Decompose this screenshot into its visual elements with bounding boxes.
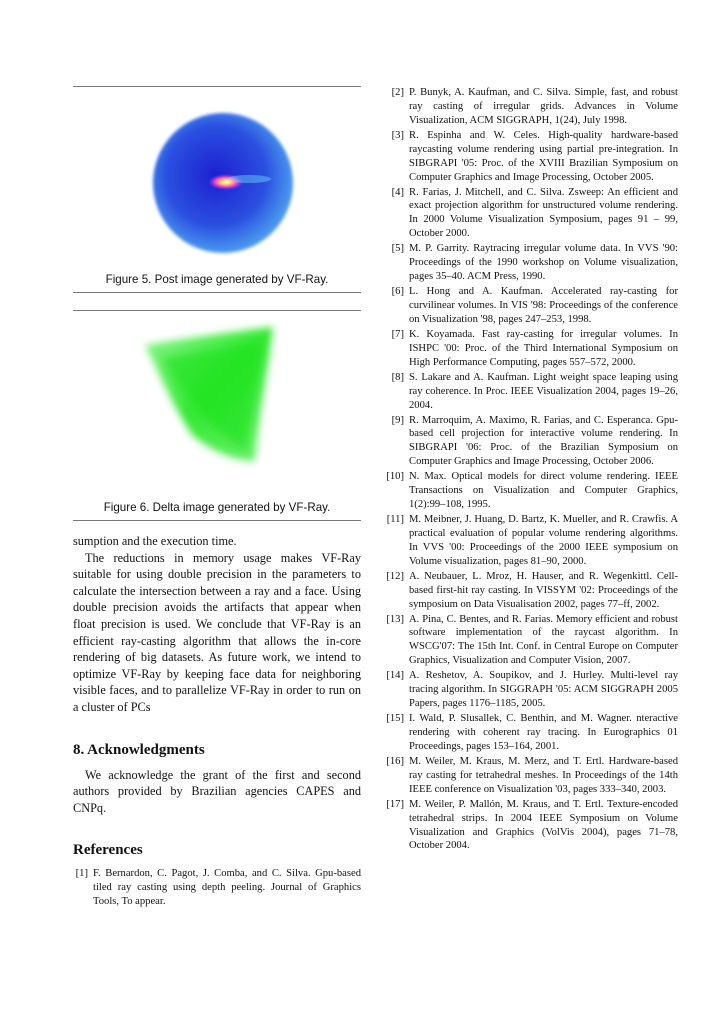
reference-number: [5]	[391, 243, 404, 255]
reference-item	[383, 371, 678, 413]
reference-number: [13]	[386, 613, 404, 625]
reference-text: M. P. Garrity. Raytracing irregular volume data. In VVS '90: Proceedings of the 1990 workshop on Volume visualization, pages 35–40. ACM Press, 1990.	[409, 243, 678, 283]
reference-item	[383, 470, 678, 512]
reference-text: I. Wald, P. Slusallek, C. Benthin, and M. Wagner. nteractive rendering with coherent ray tracing. In Eurographics 01 Proceedings, pages 153–164, 2001.	[409, 713, 678, 752]
reference-text: R. Marroquim, A. Maximo, R. Farias, and C. Esperanca. Gpu-based cell projection for interactive volume rendering. In SIBGRAPI '06: Proc. of the Brazilian Symposium on Computer Graphics and Image Processing, October 2006.	[409, 414, 678, 468]
reference-text: S. Lakare and A. Kaufman. Light weight space leaping using ray coherence. In Proc. IEEE Visualization 2004, pages 19–26, 2004.	[409, 371, 678, 411]
reference-text: R. Farias, J. Mitchell, and C. Silva. Zsweep: An efficient and exact projection algorithm for unstructured volume rendering. In 2000 Volume Visualization Symposium, pages 91 – 99, October 2000.	[409, 186, 678, 240]
reference-text: N. Max. Optical models for direct volume rendering. IEEE Transactions on Visualization and Computer Graphics, 1(2):99–108, 1995.	[409, 471, 678, 511]
figure5-image	[73, 87, 361, 267]
reference-item	[383, 570, 678, 612]
references-list-left	[73, 867, 361, 909]
reference-item	[383, 414, 678, 470]
reference-text: M. Weiler, P. Mallón, M. Kraus, and T. Ertl. Texture-encoded tetrahedral strips. In 2004 IEEE Symposium on Volume Visualization and Graphics (VolVis 2004), pages 71–78, October 2004.	[409, 798, 678, 852]
reference-number: [15]	[386, 713, 404, 725]
body-paragraph-conclusion: The reductions in memory usage makes VF-Ray suitable for using double precision in the parameters to calculate the intersection between a ray and a face. Using double precision avoids the artifacts that appear when float precision is used. We conclude that VF-Ray is an efficient ray-casting algorithm that allows the in-core rendering of big datasets. As future work, we intend to optimize VF-Ray by keeping face data for neighboring visible faces, and to parallelize VF-Ray in order to run on a cluster of PCs	[73, 550, 361, 714]
reference-text: F. Bernardon, C. Pagot, J. Comba, and C. Silva. Gpu-based tiled ray casting using depth peeling. Journal of Graphics Tools, To appear.	[93, 868, 361, 908]
reference-text: A. Reshetov, A. Soupikov, and J. Hurley. Multi-level ray tracing algorithm. In SIGGRAPH '05: ACM SIGGRAPH 2005 Papers, pages 1176–1185, 2005.	[409, 670, 678, 710]
reference-number: [10]	[386, 471, 404, 483]
body-paragraph-continuation: sumption and the execution time.	[73, 534, 237, 548]
reference-item	[383, 285, 678, 327]
reference-item	[383, 798, 678, 854]
left-column	[73, 86, 361, 910]
reference-text: M. Meibner, J. Huang, D. Bartz, K. Mueller, and R. Crawfis. A practical evaluation of popular volume rendering algorithms. In VVS '00: Proceedings of the 2000 IEEE symposium on Volume visualization, pages 81–90, 2000.	[409, 514, 678, 567]
reference-number: [2]	[391, 87, 404, 98]
reference-number: [3]	[391, 129, 404, 141]
reference-item	[383, 86, 678, 128]
reference-text: R. Espinha and W. Celes. High-quality hardware-based raycasting volume rendering using partial pre-integration. In SIBGRAPI '05: Proc. of the XVIII Brazilian Symposium on Computer Graphics and Image Processing, October 2005.	[409, 129, 678, 183]
acknowledgments-text: We acknowledge the grant of the first and second authors provided by Brazilian agencies CAPES and CNPq.	[73, 767, 361, 815]
reference-text: K. Koyamada. Fast ray-casting for irregular volumes. In ISHPC '00: Proc. of the Third International Symposium on High Performance Computing, pages 557–572, 2000.	[409, 328, 678, 368]
reference-text: M. Weiler, M. Kraus, M. Merz, and T. Ertl. Hardware-based ray casting for tetrahedral meshes. In Proceedings of the 14th IEEE conference on Visualization '03, pages 333–340, 2003.	[409, 755, 678, 795]
reference-item	[383, 755, 678, 797]
reference-text: A. Neubauer, L. Mroz, H. Hauser, and R. Wegenkittl. Cell-based first-hit ray casting. In VISSYM '02: Proceedings of the symposium on Data Visualisation 2002, pages 77–ff, 2002.	[409, 570, 678, 610]
reference-item	[383, 513, 678, 569]
reference-number: [12]	[386, 570, 404, 582]
reference-number: [1]	[75, 868, 88, 880]
reference-number: [9]	[391, 414, 404, 426]
reference-item	[73, 867, 361, 909]
right-column	[383, 86, 678, 854]
reference-item	[383, 242, 678, 284]
reference-number: [17]	[386, 798, 404, 810]
reference-item	[383, 712, 678, 754]
reference-item	[383, 669, 678, 711]
reference-number: [4]	[391, 186, 404, 198]
reference-number: [11]	[386, 514, 404, 526]
reference-number: [6]	[391, 286, 404, 298]
reference-item	[383, 186, 678, 242]
reference-text: P. Bunyk, A. Kaufman, and C. Silva. Simple, fast, and robust ray casting of irregular grids. Advances in Volume Visualization, ACM SIGGRAPH, 1(24), July 1998.	[409, 87, 678, 126]
reference-text: L. Hong and A. Kaufman. Accelerated ray-casting for curvilinear volumes. In VIS '98: Proceedings of the conference on Visualization '98, pages 247–253, 1998.	[409, 286, 678, 325]
figure6-caption: Figure 6. Delta image generated by VF-Ray.	[103, 501, 331, 514]
references-heading: References	[73, 842, 143, 859]
figure5-caption: Figure 5. Post image generated by VF-Ray.	[105, 273, 329, 286]
figure6-image	[73, 311, 361, 495]
reference-item	[383, 328, 678, 370]
reference-item	[383, 613, 678, 669]
reference-item	[383, 129, 678, 185]
reference-number: [7]	[391, 328, 404, 340]
reference-number: [8]	[391, 371, 404, 383]
reference-text: A. Pina, C. Bentes, and R. Farias. Memory efficient and robust software implementation of the raycast algorithm. In WSCG'07: The 15th Int. Conf. in Central Europe on Computer Graphics, Visualization and Computer Vision, 2007.	[409, 613, 678, 667]
acknowledgments-heading: 8. Acknowledgments	[73, 741, 205, 758]
figure6-green-volume-render	[73, 311, 361, 495]
reference-number: [16]	[386, 755, 404, 767]
reference-number: [14]	[386, 670, 404, 682]
figure5-blue-volume-render	[73, 87, 361, 267]
